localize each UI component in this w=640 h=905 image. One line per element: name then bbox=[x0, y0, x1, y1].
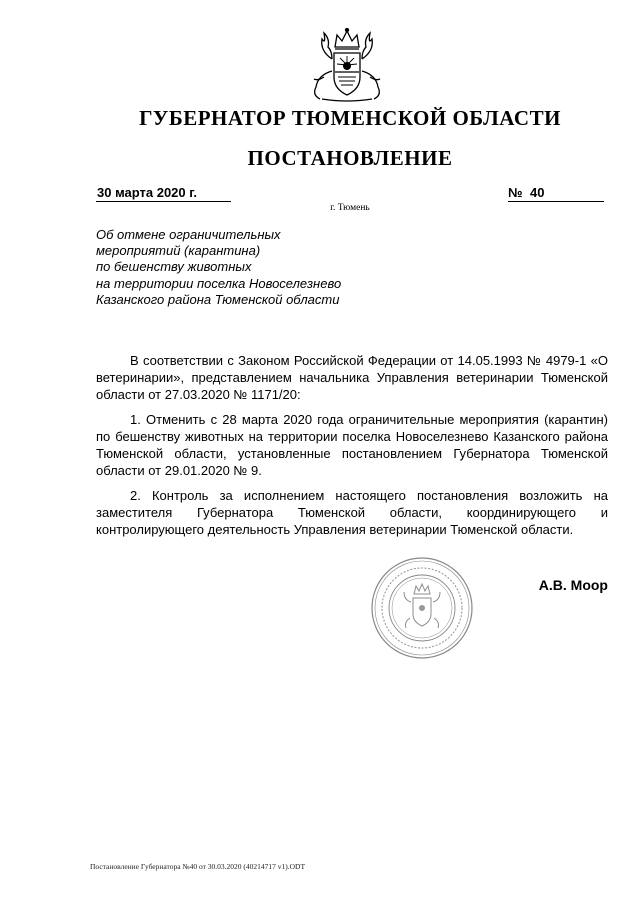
clause-paragraph-1: 1. Отменить с 28 марта 2020 года ограничительные мероприятия (карантин) по бешенству животных на территории поселка Новоселезнево Казанского района Тюменской области, установленные постановлением Губернатора Тюменской области от 29.01.2020 № 9. bbox=[96, 412, 608, 478]
document-type-heading: ПОСТАНОВЛЕНИЕ bbox=[247, 146, 453, 170]
subject-line: на территории поселка Новоселезнево bbox=[96, 275, 342, 291]
official-seal-icon bbox=[370, 556, 474, 660]
subject-line: Казанского района Тюменской области bbox=[96, 291, 340, 307]
document-body bbox=[96, 352, 608, 546]
clause-paragraph-2: 2. Контроль за исполнением настоящего постановления возложить на заместителя Губернатора Тюменской области, координирующего и контролирующего деятельность Управления ветеринарии Тюменской области. bbox=[96, 488, 608, 537]
signatory-name: А.В. Моор bbox=[538, 577, 608, 593]
document-number-field bbox=[508, 184, 604, 202]
issuing-authority-title: ГУБЕРНАТОР ТЮМЕНСКОЙ ОБЛАСТИ bbox=[139, 106, 561, 130]
document-city: г. Тюмень bbox=[330, 203, 370, 213]
subject-line: Об отмене ограничительных bbox=[96, 227, 281, 242]
document-number: 40 bbox=[530, 185, 545, 200]
number-sign: № bbox=[508, 185, 523, 200]
preamble-paragraph: В соответствии с Законом Российской Федерации от 14.05.1993 № 4979-1 «О ветеринарии», представлением начальника Управления ветеринарии Тюменской области от 27.03.2020 № 1171/20: bbox=[96, 353, 608, 402]
document-footer: Постановление Губернатора №40 от 30.03.2020 (40214717 v1).ODT bbox=[90, 862, 306, 871]
coat-of-arms-icon bbox=[302, 25, 392, 103]
subject-line: по бешенству животных bbox=[96, 259, 252, 275]
subject-line: мероприятий (карантина) bbox=[96, 243, 261, 259]
document-subject bbox=[96, 227, 396, 308]
document-date: 30 марта 2020 г. bbox=[96, 184, 231, 202]
